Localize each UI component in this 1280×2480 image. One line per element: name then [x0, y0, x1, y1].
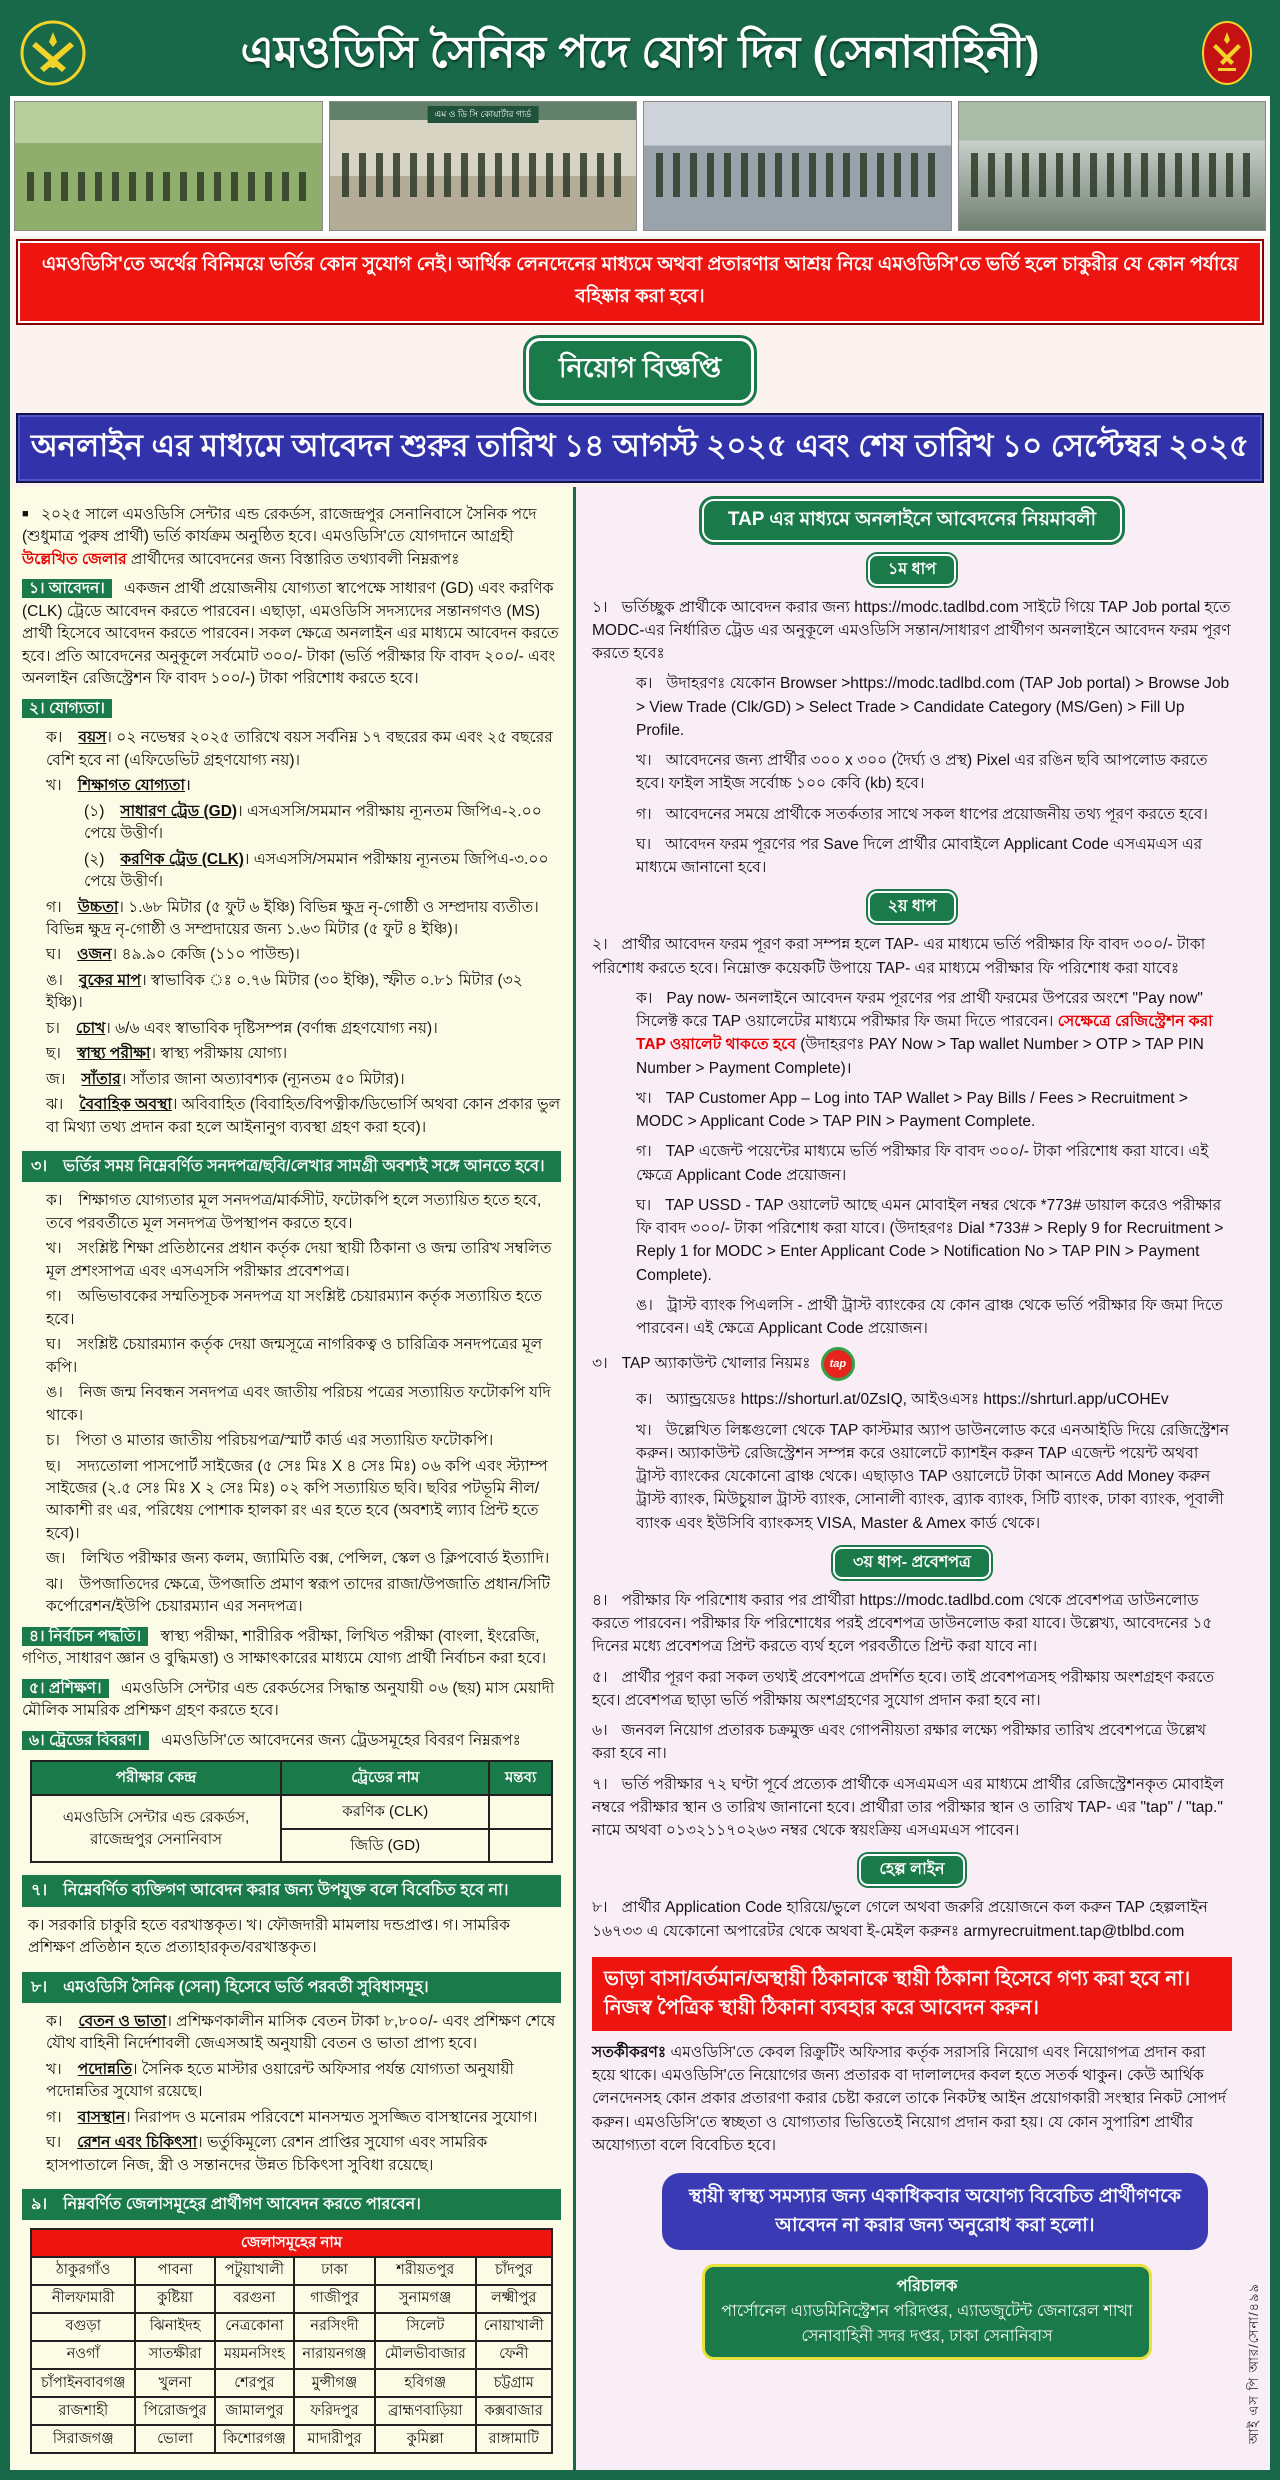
district-row — [31, 2425, 552, 2453]
content-columns — [10, 487, 1270, 2470]
remark-cell — [489, 1829, 552, 1863]
district-cell: হবিগঞ্জ — [375, 2369, 476, 2397]
list-item: খ। শিক্ষাগত যোগ্যতা। — [46, 777, 191, 795]
section-chip: ৫। প্রশিক্ষণ। — [22, 1679, 109, 1698]
district-cell: নোয়াখালী — [476, 2313, 552, 2341]
photo-caption: এম ও ডি সি কোয়ার্টার গার্ড — [427, 106, 538, 123]
director-box — [702, 2264, 1152, 2360]
district-cell: নারায়নগঞ্জ — [294, 2341, 375, 2369]
qualification-list — [22, 727, 561, 1139]
permanent-address-banner: ভাড়া বাসা/বর্তমান/অস্থায়ী ঠিকানাকে স্থায়ী ঠিকানা হিসেবে গণ্য করা হবে না। নিজস্ব পৈত্রিক স্থায়ী ঠিকানা ব্যবহার করে আবেদন করুন। — [592, 1957, 1232, 2031]
section-benefits-bar: ৮। এমওডিসি সৈনিক (সেনা) হিসেবে ভর্তি পরবর্তী সুবিধাসমূহ। — [22, 1972, 561, 2003]
trades-col-trade: ট্রেডের নাম — [281, 1761, 489, 1795]
district-cell: ঝিনাইদহ — [135, 2313, 214, 2341]
rule-2c: গ। TAP এজেন্ট পয়েন্টের মাধ্যমে ভর্তি পরীক্ষার ফি বাবদ ৩০০/- টাকা পরিশোধ করা যাবে। এই ক্ষেত্রে Applicant Code প্রয়োজন। — [636, 1143, 1209, 1184]
step1-badge: ১ম ধাপ — [868, 554, 956, 586]
list-item: গ। বাসস্থান। নিরাপদ ও মনোরম পরিবেশে মানসম্মত সুসজ্জিত বাসস্থানের সুযোগ। — [46, 2108, 538, 2126]
rule-3b: খ। উল্লেখিত লিঙ্কগুলো থেকে TAP কাস্টমার অ্যাপ ডাউনলোড করে এনআইডি দিয়ে রেজিস্ট্রেশন করুন। অ্যাকাউন্ট রেজিস্ট্রেশন সম্পন্ন করে ওয়ালেটে ক্যাশইন করুন TAP এজেন্ট পয়েন্ট অথবা ট্রাস্ট ব্যাংকের যেকোনো ব্রাঞ্চ থেকে। এছাড়াও TAP ওয়ালেটে টাকা আনতে Add Money করুন ট্রাস্ট ব্যাংক, মিউচুয়াল ট্রাস্ট ব্যাংক, সোনালী ব্যাংক, ব্র্যাক ব্যাংক, সিটি ব্যাংক, ঢাকা ব্যাংক, পূবালী ব্যাংক এবং ইউসিবি ব্যাংকসহ VISA, Master & Amex কার্ড থেকে। — [636, 1421, 1230, 1532]
district-cell: বরগুনা — [215, 2285, 294, 2313]
intro-paragraph: ■ ২০২৫ সালে এমওডিসি সেন্টার এন্ড রেকর্ডস, রাজেন্দ্রপুর সেনানিবাসে সৈনিক পদে (শুধুমাত্র পুরুষ প্রার্থী) ভর্তি কার্যক্রম অনুষ্ঠিত হবে। এমওডিসি'তে যোগদানে আগ্রহী উল্লেখিত জেলার প্রার্থীদের আবেদনের জন্য বিস্তারিত তথ্যাবলী নিম্নরূপঃ — [22, 506, 537, 568]
tap-rules-badge: TAP এর মাধ্যমে অনলাইনে আবেদনের নিয়মাবলী — [702, 499, 1122, 542]
district-cell: কিশোরগঞ্জ — [215, 2425, 294, 2453]
rule-7: ৭। ভর্তি পরীক্ষার ৭২ ঘণ্টা পূর্বে প্রত্যেক প্রার্থীকে এসএমএস এর মাধ্যমে প্রার্থীর রেজিস্ট্রেশনকৃত মোবাইল নম্বরে পরীক্ষার স্থান ও তারিখ জানানো হবে। প্রার্থীরা তার পরীক্ষার স্থান ও তারিখ TAP- এর "tap" / "tap." নামে অথবা ০১৩২১১৭০২৬৩ নম্বর থেকে স্বয়ংক্রিয় এসএমএস পাবেন। — [592, 1775, 1224, 1839]
no-money-warning-banner: এমওডিসি'তে অর্থের বিনিময়ে ভর্তির কোন সুযোগ নেই। আর্থিক লেনদেনের মাধ্যমে অথবা প্রতারণার আশ্রয় নিয়ে এমওডিসি'তে ভর্তি হলে চাকুরীর যে কোন পর্যায়ে বহিষ্কার করা হবে। — [16, 239, 1264, 325]
notice-badge: নিয়োগ বিজ্ঞপ্তি — [526, 338, 754, 403]
district-cell: বগুড়া — [31, 2313, 135, 2341]
district-cell: পিরোজপুর — [135, 2397, 214, 2425]
director-line3: সেনাবাহিনী সদর দপ্তর, ঢাকা সেনানিবাস — [801, 2327, 1053, 2345]
district-cell: কুমিল্লা — [375, 2425, 476, 2453]
district-cell: নওগাঁ — [31, 2341, 135, 2369]
list-item: চ। চোখ। ৬/৬ এবং স্বাভাবিক দৃষ্টিসম্পন্ন (বর্ণান্ধ গ্রহণযোগ্য নয়)। — [46, 1019, 438, 1037]
rule-2: ২। প্রার্থীর আবেদন ফরম পূরণ করা সম্পন্ন হলে TAP- এর মাধ্যমে ভর্তি পরীক্ষার ফি বাবদ ৩০০/- টাকা পরিশোধ করতে হবে। নিম্নোক্ত কয়েকটি উপায়ে TAP- এর মাধ্যমে পরীক্ষার ফি পরিশোধ করা যাবেঃ — [592, 936, 1206, 977]
square-bullet-icon: ■ — [22, 508, 29, 520]
district-row — [31, 2313, 552, 2341]
photo-parade-march — [958, 101, 1267, 231]
rule-2b: খ। TAP Customer App – Log into TAP Wallet > Pay Bills / Fees > Recruitment > MODC > Applicant Code > TAP PIN > Payment Complete. — [636, 1089, 1188, 1130]
step3-badge: ৩য় ধাপ- প্রবেশপত্র — [833, 1547, 991, 1579]
left-column — [10, 487, 576, 2470]
section-selection: ৪। নির্বাচন পদ্ধতি। স্বাস্থ্য পরীক্ষা, শারীরিক পরীক্ষা, লিখিত পরীক্ষা (বাংলা, ইংরেজি, গণিত, সাধারণ জ্ঞান ও বুদ্ধিমত্তা) ও সাক্ষাৎকারের মাধ্যমে যোগ্য প্রার্থী নির্বাচন করা হবে। — [22, 1627, 547, 1668]
caution-paragraph: সতর্কীকরণঃ এমওডিসি'তে কেবল রিক্রুটিং অফিসার কর্তৃক সরাসরি নিয়োগ এবং নিয়োগপত্র প্রদান করা হয়ে থাকে। এমওডিসি'তে নিয়োগের জন্য প্রতারক বা দালালদের কবল হতে সতর্ক থাকুন। কেউ আর্থিক লেনদেনসহ কোন প্রকার প্রতারণা করার চেষ্টা করলে তাকে নিকটস্থ আইন প্রয়োগকারী সংস্থার নিকট সোপর্দ করুন। এমওডিসি'তে স্বচ্ছতা ও যোগ্যতার ভিত্তিতেই নিয়োগ প্রদান করা হয়। যে কোন সুপারিশ প্রার্থীর অযোগ্যতা বলে বিবেচিত হবে। — [592, 2043, 1227, 2154]
list-item: গ। অভিভাবকের সম্মতিসূচক সনদপত্র যা সংশ্লিষ্ট চেয়ারম্যান কর্তৃক সত্যায়িত হতে হবে। — [46, 1288, 542, 1328]
section-chip: ১। আবেদন। — [22, 579, 112, 598]
district-cell: শরীয়তপুর — [375, 2257, 476, 2285]
districts-header: জেলাসমূহের নাম — [31, 2229, 552, 2257]
rule-6: ৬। জনবল নিয়োগ প্রতারক চক্রমুক্ত এবং গোপনীয়তা রক্ষার লক্ষ্যে পরীক্ষার তারিখ প্রবেশপত্রে উল্লেখ করা হবে না। — [592, 1722, 1207, 1763]
section-documents-bar: ৩। ভর্তির সময় নিম্নেবর্ণিত সনদপত্র/ছবি/লেখার সামগ্রী অবশ্যই সঙ্গে আনতে হবে। — [22, 1151, 561, 1182]
section-training: ৫। প্রশিক্ষণ। এমওডিসি সেন্টার এন্ড রেকর্ডসের সিদ্ধান্ত অনুযায়ী ০৬ (ছয়) মাস মেয়াদী মৌলিক সামরিক প্রশিক্ষণ গ্রহণ করতে হবে। — [22, 1679, 555, 1720]
district-cell: চট্টগ্রাম — [476, 2369, 552, 2397]
district-cell: নীলফামারী — [31, 2285, 135, 2313]
caution-label: সতর্কীকরণঃ — [592, 2043, 667, 2061]
trade-cell: করণিক (CLK) — [281, 1795, 489, 1829]
section-districts-bar: ৯। নিম্নবর্ণিত জেলাসমূহের প্রার্থীগণ আবেদন করতে পারবেন। — [22, 2189, 561, 2220]
district-cell: চাঁপাইনবাবগঞ্জ — [31, 2369, 135, 2397]
list-item: খ। সংশ্লিষ্ট শিক্ষা প্রতিষ্ঠানের প্রধান কর্তৃক দেয়া স্থায়ী ঠিকানা ও জন্ম তারিখ সম্বলিত মূল প্রশংসাপত্র এবং এসএসসি পরীক্ষার প্রবেশপত্র। — [46, 1240, 552, 1280]
district-cell: জামালপুর — [215, 2397, 294, 2425]
trades-table — [30, 1760, 553, 1863]
district-cell: ফরিদপুর — [294, 2397, 375, 2425]
documents-list — [22, 1190, 561, 1618]
district-row — [31, 2397, 552, 2425]
application-dates-banner: অনলাইন এর মাধ্যমে আবেদন শুরুর তারিখ ১৪ আগস্ট ২০২৫ এবং শেষ তারিখ ১০ সেপ্টেম্বর ২০২৫ — [16, 413, 1264, 483]
rule-2a: ক। Pay now- অনলাইনে আবেদন ফরম পূরণের পর প্রার্থী ফরমের উপরের অংশে "Pay now" সিলেক্ট করে TAP ওয়ালেটের মাধ্যমে পরীক্ষার ফি জমা দিতে পারবেন। সেক্ষেত্রে রেজিস্ট্রেশন করা TAP ওয়ালেট থাকতে হবে (উদাহরণঃ PAY Now > Tap wallet Number > OTP > TAP PIN Number > Payment Complete)। — [636, 989, 1213, 1077]
list-item: ক। শিক্ষাগত যোগ্যতার মূল সনদপত্র/মার্কসীট, ফটোকপি হলে সত্যায়িত হতে হবে, তবে পরবর্তীতে মূল সনদপত্র উপস্থাপন করতে হবে। — [46, 1192, 542, 1232]
rule-1a: ক। উদাহরণঃ যেকোন Browser >https://modc.tadlbd.com (TAP Job portal) > Browse Job > View Trade (Clk/GD) > Select Trade > Candidate Category (MS/Gen) > Fill Up Profile. — [636, 675, 1230, 739]
district-cell: ঠাকুরগাঁও — [31, 2257, 135, 2285]
director-line2: পার্সোনেল এ্যাডমিনিস্ট্রেশন পরিদপ্তর, এ্যাডজুটেন্ট জেনারেল শাখা — [721, 2302, 1133, 2320]
section-chip: ৪। নির্বাচন পদ্ধতি। — [22, 1627, 148, 1646]
list-item: ঝ। উপজাতিদের ক্ষেত্রে, উপজাতি প্রমাণ স্বরূপ তাদের রাজা/উপজাতি প্রধান/সিটি কর্পোরেশন/ইউপি চেয়ারম্যান এর সনদপত্র। — [46, 1575, 551, 1616]
rule-8: ৮। প্রার্থীর Application Code হারিয়ে/ভুলে গেলে অথবা জরুরি প্রয়োজনে কল করুন TAP হেল্পলাইন ১৬৭৩৩ এ যেকোনো অপারেটর থেকে অথবা ই-মেইল করুনঃ armyrecruitment.tap@tblbd.com — [592, 1899, 1208, 1940]
rule-1c: গ। আবেদনের সময়ে প্রার্থীকে সতর্কতার সাথে সকল ধাপের প্রয়োজনীয় তথ্য পূরণ করতে হবে। — [636, 805, 1208, 823]
district-row — [31, 2341, 552, 2369]
list-item: ঘ। ওজন। ৪৯.৯০ কেজি (১১০ পাউন্ড)। — [46, 946, 300, 964]
benefits-list — [22, 2011, 561, 2177]
photo-field-training — [14, 101, 323, 231]
district-row — [31, 2257, 552, 2285]
district-cell: ভোলা — [135, 2425, 214, 2453]
district-cell: ব্রাহ্মণবাড়িয়া — [375, 2397, 476, 2425]
district-cell: গাজীপুর — [294, 2285, 375, 2313]
district-row — [31, 2369, 552, 2397]
district-cell: পটুয়াখালী — [215, 2257, 294, 2285]
list-item: চ। পিতা ও মাতার জাতীয় পরিচয়পত্র/স্মার্ট কার্ড এর সত্যায়িত ফটোকপি। — [46, 1432, 494, 1450]
district-cell: সিরাজগঞ্জ — [31, 2425, 135, 2453]
district-cell: ময়মনসিংহ — [215, 2341, 294, 2369]
tap-logo-icon: tap — [821, 1347, 855, 1381]
district-cell: পাবনা — [135, 2257, 214, 2285]
district-cell: রাঙ্গামাটি — [476, 2425, 552, 2453]
ispr-reference-note: আই এস পি আর/সেনা/৪৯৯ — [1245, 2283, 1261, 2445]
rule-1: ১। ভর্তিচ্ছুক প্রার্থীকে আবেদন করার জন্য https://modc.tadlbd.com সাইটে গিয়ে TAP Job portal হতে MODC-এর নির্ধারিত ট্রেড এর অনুকূলে এমওডিসি সন্তান/সাধারণ প্রার্থীগণ অনলাইনে আবেদন ফরম পূরণ করতে হবেঃ — [592, 598, 1231, 662]
list-item: ঘ। সংশ্লিষ্ট চেয়ারম্যান কর্তৃক দেয়া জন্মসূত্রে নাগরিকত্ব ও চারিত্রিক সনদপত্রের মূল কপি। — [46, 1336, 543, 1376]
section-qualification-title — [22, 698, 561, 720]
district-cell: শেরপুর — [215, 2369, 294, 2397]
step2-badge: ২য় ধাপ — [868, 891, 957, 923]
photo-quarter-guard — [329, 101, 638, 231]
district-cell: মৌলভীবাজার — [375, 2341, 476, 2369]
section-trades: ৬। ট্রেডের বিবরণ। এমওডিসি'তে আবেদনের জন্য ট্রেডসমূহের বিবরণ নিম্নরূপঃ — [22, 1730, 561, 1752]
photo-parade-rows — [643, 101, 952, 231]
intro-highlight: উল্লেখিত জেলার — [22, 550, 127, 568]
district-cell: ঢাকা — [294, 2257, 375, 2285]
poster-header — [10, 10, 1270, 96]
section-chip: ২। যোগ্যতা। — [22, 699, 112, 718]
poster-title: এমওডিসি সৈনিক পদে যোগ দিন (সেনাবাহিনী) — [240, 27, 1040, 77]
tap-wallet-warning: সেক্ষেত্রে রেজিস্ট্রেশন করা TAP ওয়ালেট থাকতে হবে — [636, 1013, 1213, 1054]
district-cell: সাতক্ষীরা — [135, 2341, 214, 2369]
rule-4: ৪। পরীক্ষার ফি পরিশোধ করার পর প্রার্থীরা https://modc.tadlbd.com থেকে প্রবেশপত্র ডাউনলোড করতে পারবেন। পরীক্ষার ফি পরিশোধের পরই প্রবেশপত্র ডাউনলোড করা যাবে। উল্লেখ্য, আবেদনের ১৫ দিনের মধ্যে প্রবেশপত্র প্রিন্ট করতে ব্যর্থ হলে পরবর্তীতে প্রিন্ট করা যাবে না। — [592, 1591, 1213, 1656]
rule-5: ৫। প্রার্থীর পূরণ করা সকল তথ্যই প্রবেশপত্রে প্রদর্শিত হবে। তাই প্রবেশপত্রসহ পরীক্ষায় অংশগ্রহণ করতে হবে। প্রবেশপত্র ছাড়া ভর্তি পরীক্ষায় অংশগ্রহণের সুযোগ প্রদান করা হবে না। — [592, 1668, 1215, 1709]
exam-center-cell: এমওডিসি সেন্টার এন্ড রেকর্ডস, রাজেন্দ্রপুর সেনানিবাস — [31, 1795, 281, 1863]
remark-cell — [489, 1795, 552, 1829]
districts-table — [30, 2228, 553, 2454]
district-cell: কুষ্টিয়া — [135, 2285, 214, 2313]
district-cell: খুলনা — [135, 2369, 214, 2397]
district-cell: মাদারীপুর — [294, 2425, 375, 2453]
photo-strip — [10, 96, 1270, 236]
right-column — [576, 487, 1270, 2470]
list-item: (২) করণিক ট্রেড (CLK)। এসএসসি/সমমান পরীক্ষায় ন্যূনতম জিপিএ-৩.০০ পেয়ে উত্তীর্ণ। — [84, 850, 549, 891]
rule-2d: ঘ। TAP USSD - TAP ওয়ালেট আছে এমন মোবাইল নম্বর থেকে *773# ডায়াল করেও পরীক্ষার ফি বাবদ ৩০০/- টাকা পরিশোধ করা যাবে। (উদাহরণঃ Dial *733# > Reply 9 for Recruitment > Reply 1 for MODC > Enter Applicant Code > Notification No > TAP PIN > Payment Complete). — [636, 1196, 1224, 1284]
list-item: ছ। সদ্যতোলা পাসপোর্ট সাইজের (৫ সেঃ মিঃ X ৪ সেঃ মিঃ) ০৬ কপি এবং স্ট্যাম্প সাইজের (২.৫ সেঃ মিঃ X ২ সেঃ মিঃ) ০২ কপি সত্যায়িত ছবি। ছবির পটভূমি নীল/আকাশী রং এর, পরিধেয় পোশাক হালকা রং এর হতে হবে (অবশ্যই ল্যাব প্রিন্ট হতে হবে)। — [46, 1457, 548, 1542]
rule-3: ৩। TAP অ্যাকাউন্ট খোলার নিয়মঃ tap — [592, 1347, 1232, 1381]
list-item: ঝ। বৈবাহিক অবস্থা। অবিবাহিত (বিবাহিত/বিপত্নীক/ডিভোর্সি অথবা কোন প্রকার ভুল বা মিথ্যা তথ্য প্রদান করা হলে আইনানুগ ব্যবস্থা গ্রহণ করা হবে)। — [46, 1096, 561, 1136]
trades-col-remark: মন্তব্য — [489, 1761, 552, 1795]
list-item: ঙ। বুকের মাপ। স্বাভাবিক ঃ ০.৭৬ মিটার (৩০ ইঞ্চি), স্ফীত ০.৮১ মিটার (৩২ ইঞ্চি)। — [46, 971, 523, 1012]
rule-2e: ঙ। ট্রাস্ট ব্যাংক পিএলসি - প্রার্থী ট্রাস্ট ব্যাংকের যে কোন ব্রাঞ্চ থেকে ভর্তি পরীক্ষার ফি জমা দিতে পারবেন। এই ক্ষেত্রে Applicant Code প্রয়োজন। — [636, 1296, 1223, 1337]
army-crest-icon — [20, 20, 86, 86]
list-item: ঘ। রেশন এবং চিকিৎসা। ভর্তুকিমূল্যে রেশন প্রাপ্তির সুযোগ এবং সামরিক হাসপাতালে নিজ, স্ত্রী ও সন্তানদের উন্নত চিকিৎসা সুবিধা রয়েছে। — [46, 2134, 488, 2174]
notice-badge-row — [10, 328, 1270, 411]
section-ineligible-bar: ৭। নিম্নেবর্ণিত ব্যক্তিগণ আবেদন করার জন্য উপযুক্ত বলে বিবেচিত হবে না। — [22, 1875, 561, 1906]
list-item: ঙ। নিজ জন্ম নিবন্ধন সনদপত্র এবং জাতীয় পরিচয় পত্রের সত্যায়িত ফটোকপি যদি থাকে। — [46, 1384, 551, 1424]
list-item: খ। পদোন্নতি। সৈনিক হতে মাস্টার ওয়ারেন্ট অফিসার পর্যন্ত যোগ্যতা অনুযায়ী পদোন্নতির সুযোগ রয়েছে। — [46, 2060, 514, 2101]
trades-col-center: পরীক্ষার কেন্দ্র — [31, 1761, 281, 1795]
district-cell: কক্সবাজার — [476, 2397, 552, 2425]
director-title: পরিচালক — [896, 2278, 958, 2295]
district-cell: নরসিংদী — [294, 2313, 375, 2341]
district-cell: রাজশাহী — [31, 2397, 135, 2425]
ineligible-text: ক। সরকারি চাকুরি হতে বরখাস্তকৃত। খ। ফৌজদারী মামলায় দন্ডপ্রাপ্ত। গ। সামরিক প্রশিক্ষণ প্রতিষ্ঠান হতে প্রত্যাহারকৃত/বরখাস্তকৃত। — [28, 1916, 511, 1957]
list-item: জ। সাঁতার। সাঁতার জানা অত্যাবশ্যক (ন্যূনতম ৫০ মিটার)। — [46, 1070, 405, 1088]
district-cell: লক্ষ্মীপুর — [476, 2285, 552, 2313]
rule-1d: ঘ। আবেদন ফরম পূরণের পর Save দিলে প্রার্থীর মোবাইলে Applicant Code এসএমএস এর মাধ্যমে জানানো হবে। — [636, 835, 1203, 876]
district-cell: সিলেট — [375, 2313, 476, 2341]
list-item: গ। উচ্চতা। ১.৬৮ মিটার (৫ ফুট ৬ ইঞ্চি) বিভিন্ন ক্ষুদ্র নৃ-গোষ্ঠী ও সম্প্রদায় ব্যতীত। বিভিন্ন ক্ষুদ্র নৃ-গোষ্ঠী ও সম্প্রদায়ের জন্য ১.৬৩ মিটার (৫ ফুট ৪ ইঞ্চি)। — [46, 898, 539, 938]
rule-3a: ক। অ্যান্ড্রয়েডঃ https://shorturl.at/0ZsIQ, আইওএসঃ https://shrturl.app/uCOHEv — [636, 1391, 1169, 1409]
list-item: (১) সাধারণ ট্রেড (GD)। এসএসসি/সমমান পরীক্ষায় ন্যূনতম জিপিএ-২.০০ পেয়ে উত্তীর্ণ। — [84, 802, 542, 843]
district-cell: মুন্সীগঞ্জ — [294, 2369, 375, 2397]
list-item: ছ। স্বাস্থ্য পরীক্ষা। স্বাস্থ্য পরীক্ষায় যোগ্য। — [46, 1045, 288, 1063]
section-chip: ৬। ট্রেডের বিবরণ। — [22, 1731, 149, 1750]
section-application: ১। আবেদন। একজন প্রার্থী প্রয়োজনীয় যোগ্যতা স্বাপেক্ষে সাধারণ (GD) এবং করণিক (CLK) ট্রেডে আবেদন করতে পারবেন। এছাড়া, এমওডিসি সদস্যদের সন্তানগণও (MS) প্রার্থী হিসেবে আবেদন করতে পারবেন। সকল ক্ষেত্রে অনলাইন এর মাধ্যমে আবেদন করতে হবে। প্রতি আবেদনের অনুকূলে সর্বমোট ৩০০/- টাকা (ভর্তি পরীক্ষার ফি বাবদ ২০০/- এবং অনলাইন রেজিস্ট্রেশন ফি বাবদ ১০০/-) টাকা পরিশোধ করতে হবে। — [22, 580, 559, 688]
district-cell: চাঁদপুর — [476, 2257, 552, 2285]
modc-emblem-icon — [1194, 20, 1260, 86]
district-row — [31, 2285, 552, 2313]
list-item: ক। বয়স। ০২ নভেম্বর ২০২৫ তারিখে বয়স সর্বনিম্ন ১৭ বছরের কম এবং ২৫ বছরের বেশি হবে না (এফিডেভিট গ্রহণযোগ্য নয়)। — [46, 729, 553, 769]
list-item: জ। লিখিত পরীক্ষার জন্য কলম, জ্যামিতি বক্স, পেন্সিল, স্কেল ও ক্লিপবোর্ড ইত্যাদি। — [46, 1550, 550, 1568]
district-cell: নেত্রকোনা — [215, 2313, 294, 2341]
list-item: ক। বেতন ও ভাতা। প্রশিক্ষণকালীন মাসিক বেতন টাকা ৮,৮০০/- এবং প্রশিক্ষণ শেষে যৌথ বাহিনী নির্দেশাবলী জেএসআই অনুযায়ী বেতন ও ভাতা প্রাপ্য হবে। — [46, 2012, 556, 2053]
health-disqualification-box: স্থায়ী স্বাস্থ্য সমস্যার জন্য একাধিকবার অযোগ্য বিবেচিত প্রার্থীগণকে আবেদন না করার জন্য অনুরোধ করা হলো। — [662, 2173, 1208, 2250]
helpline-badge: হেল্প লাইন — [859, 1854, 964, 1886]
trade-cell: জিডি (GD) — [281, 1829, 489, 1863]
district-cell: সুনামগঞ্জ — [375, 2285, 476, 2313]
district-cell: ফেনী — [476, 2341, 552, 2369]
rule-1b: খ। আবেদনের জন্য প্রার্থীর ৩০০ x ৩০০ (দৈর্ঘ্য ও প্রস্থ) Pixel এর রঙিন ছবি আপলোড করতে হবে। ফাইল সাইজ সর্বোচ্চ ১০০ কেবি (kb) হবে। — [636, 752, 1208, 793]
